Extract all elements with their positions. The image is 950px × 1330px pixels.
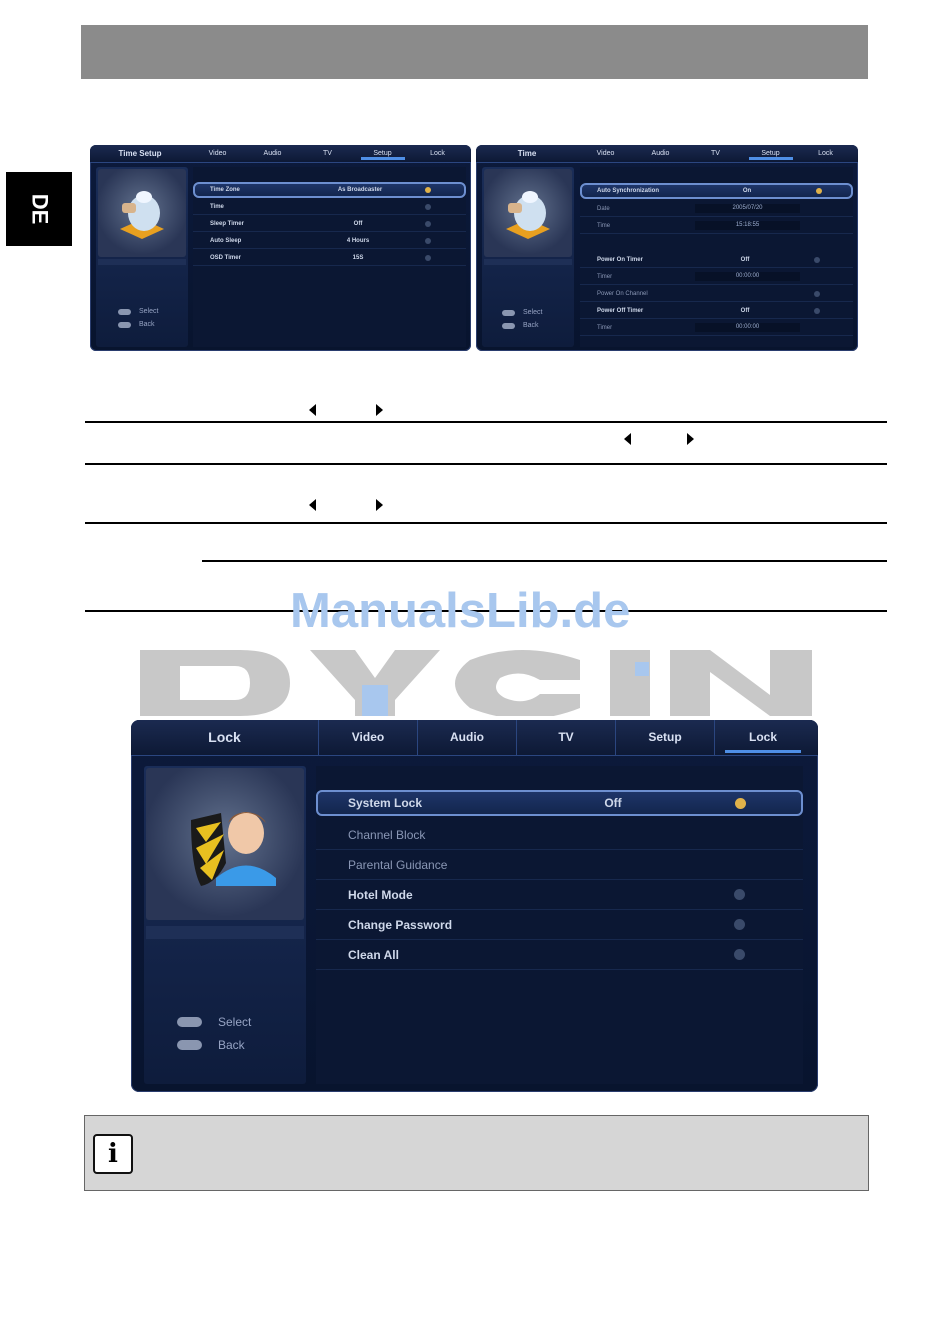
clock-setup-icon bbox=[98, 169, 186, 257]
row-time-zone[interactable]: Time Zone As Broadcaster bbox=[193, 182, 466, 198]
row-power-off-timer[interactable]: Power Off Timer Off bbox=[580, 303, 853, 319]
row-power-on-channel: Power On Channel bbox=[580, 286, 853, 302]
parental-lock-icon bbox=[146, 768, 304, 920]
enter-icon bbox=[734, 889, 745, 900]
tab-lock-title[interactable]: Lock bbox=[208, 729, 241, 745]
menu-key-icon bbox=[118, 322, 131, 328]
tab-tv[interactable]: TV bbox=[323, 150, 332, 157]
lock-screen bbox=[131, 720, 818, 1092]
row-hotel-mode[interactable]: Hotel Mode bbox=[316, 880, 803, 910]
tab-audio[interactable]: Audio bbox=[651, 150, 670, 157]
ok-key-icon bbox=[118, 309, 131, 315]
hint-select: Select bbox=[177, 1015, 251, 1029]
info-box bbox=[84, 1115, 869, 1191]
tab-bar bbox=[131, 720, 818, 756]
hint-back: Back bbox=[502, 322, 539, 329]
row-system-lock[interactable]: System Lock Off bbox=[316, 790, 803, 816]
row-power-on-time: Timer 00:00:00 bbox=[580, 269, 853, 285]
row-osd-timer[interactable]: OSD Timer 15S bbox=[193, 250, 466, 266]
tab-tv[interactable]: TV bbox=[711, 150, 720, 157]
hint-back: Back bbox=[177, 1038, 245, 1052]
adjust-icon bbox=[425, 221, 431, 227]
table-rule bbox=[85, 463, 887, 465]
adjust-icon bbox=[814, 257, 820, 263]
row-time: Time 15:18:55 bbox=[580, 218, 853, 234]
tab-setup[interactable]: Setup bbox=[743, 145, 798, 162]
row-sleep-timer[interactable]: Sleep Timer Off bbox=[193, 216, 466, 232]
tab-time-setup[interactable]: Time Setup bbox=[118, 149, 162, 158]
right-panel bbox=[193, 167, 466, 347]
row-auto-synchronization[interactable]: Auto Synchronization On bbox=[580, 183, 853, 199]
info-icon: i bbox=[93, 1134, 133, 1174]
tab-lock[interactable]: Lock bbox=[430, 150, 445, 157]
divider bbox=[98, 259, 186, 265]
table-rule bbox=[85, 421, 887, 423]
adjust-icon bbox=[425, 238, 431, 244]
left-arrow-icon bbox=[309, 404, 316, 416]
adjust-icon bbox=[814, 308, 820, 314]
hint-back: Back bbox=[118, 321, 155, 328]
time-setup-screen bbox=[90, 145, 471, 351]
adjust-icon bbox=[425, 255, 431, 261]
header-bar bbox=[81, 25, 868, 79]
menu-key-icon bbox=[502, 323, 515, 329]
row-auto-sleep[interactable]: Auto Sleep 4 Hours bbox=[193, 233, 466, 249]
language-tab: DE bbox=[6, 172, 72, 246]
row-time[interactable]: Time bbox=[193, 199, 466, 215]
brand-watermark-logo bbox=[140, 650, 812, 716]
tab-bar bbox=[476, 145, 858, 163]
selected-indicator-icon bbox=[425, 187, 431, 193]
row-power-on-timer[interactable]: Power On Timer Off bbox=[580, 252, 853, 268]
row-date: Date 2005/07/20 bbox=[580, 201, 853, 217]
right-arrow-icon bbox=[376, 499, 383, 511]
row-parental-guidance: Parental Guidance bbox=[316, 850, 803, 880]
selected-indicator-icon bbox=[816, 188, 822, 194]
table-rule bbox=[85, 522, 887, 524]
tab-lock[interactable]: Lock bbox=[818, 150, 833, 157]
tab-video[interactable]: Video bbox=[208, 150, 227, 157]
tab-audio[interactable]: Audio bbox=[263, 150, 282, 157]
row-clean-all[interactable]: Clean All bbox=[316, 940, 803, 970]
row-power-off-time: Timer 00:00:00 bbox=[580, 320, 853, 336]
right-panel bbox=[580, 167, 853, 347]
menu-key-icon bbox=[177, 1040, 202, 1050]
tab-video[interactable]: Video bbox=[596, 150, 615, 157]
tab-tv[interactable]: TV bbox=[516, 720, 615, 755]
enter-icon bbox=[734, 949, 745, 960]
table-rule bbox=[202, 560, 887, 562]
tab-time[interactable]: Time bbox=[517, 149, 537, 158]
ok-key-icon bbox=[502, 310, 515, 316]
setup-illustration bbox=[484, 169, 572, 257]
enter-icon bbox=[814, 291, 820, 297]
selected-indicator-icon bbox=[735, 798, 746, 809]
divider bbox=[146, 926, 304, 939]
right-panel bbox=[316, 766, 803, 1084]
enter-icon bbox=[425, 204, 431, 210]
tab-bar bbox=[90, 145, 471, 163]
row-change-password[interactable]: Change Password bbox=[316, 910, 803, 940]
ok-key-icon bbox=[177, 1017, 202, 1027]
clock-setup-icon bbox=[484, 169, 572, 257]
enter-icon bbox=[734, 919, 745, 930]
divider bbox=[484, 259, 572, 265]
tab-lock[interactable]: Lock bbox=[714, 720, 811, 755]
setup-illustration bbox=[98, 169, 186, 257]
tab-setup[interactable]: Setup bbox=[355, 145, 410, 162]
tab-video[interactable]: Video bbox=[318, 720, 417, 755]
watermark: ManualsLib.de bbox=[290, 584, 631, 638]
tab-setup[interactable]: Setup bbox=[615, 720, 714, 755]
lock-illustration bbox=[146, 768, 304, 920]
hint-select: Select bbox=[502, 309, 542, 316]
right-arrow-icon bbox=[376, 404, 383, 416]
row-channel-block: Channel Block bbox=[316, 820, 803, 850]
left-arrow-icon bbox=[309, 499, 316, 511]
right-arrow-icon bbox=[687, 433, 694, 445]
tab-audio[interactable]: Audio bbox=[417, 720, 516, 755]
hint-select: Select bbox=[118, 308, 158, 315]
left-arrow-icon bbox=[624, 433, 631, 445]
time-screen bbox=[476, 145, 858, 351]
